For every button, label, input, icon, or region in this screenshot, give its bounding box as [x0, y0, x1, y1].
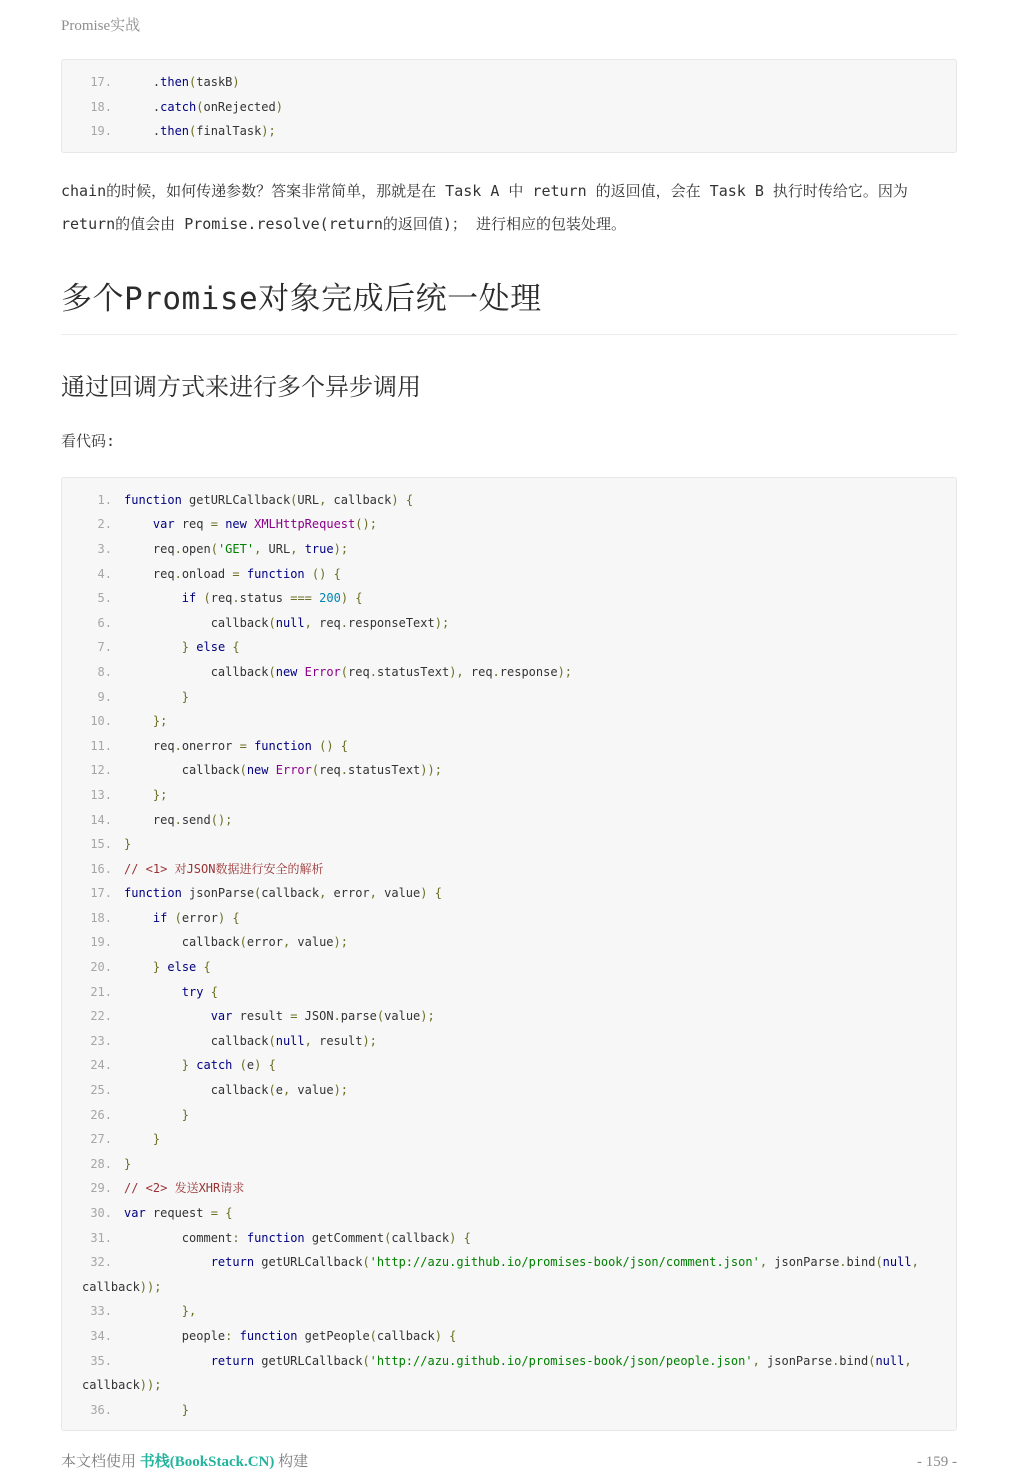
- line-number: 6.: [97, 615, 112, 630]
- code-line: 27. }: [82, 1127, 942, 1152]
- code-line: 19. callback(error, value);: [82, 930, 942, 955]
- code-line: 8. callback(new Error(req.statusText), req.response);: [82, 660, 942, 685]
- line-number: 22.: [90, 1009, 112, 1024]
- line-number: 30.: [90, 1206, 112, 1220]
- line-number: 4.: [97, 566, 112, 581]
- code-line: 3. req.open('GET', URL, true);: [82, 537, 942, 562]
- code-line: 11. req.onerror = function () {: [82, 734, 942, 759]
- line-number: 20.: [90, 960, 112, 975]
- code-line: 15. }: [82, 832, 942, 857]
- line-number: 17.: [90, 886, 112, 901]
- code-line: 19. .then(finalTask);: [82, 119, 942, 144]
- line-number: 5.: [97, 591, 112, 606]
- footer-suffix: 构建: [274, 1454, 309, 1471]
- code-line: 5. if (req.status === 200) {: [82, 586, 942, 611]
- code-line: 12. callback(new Error(req.statusText));: [82, 758, 942, 783]
- code-line: 36. }: [82, 1398, 942, 1423]
- line-number: 14.: [90, 812, 112, 827]
- bookstack-link[interactable]: 书栈(BookStack.CN): [139, 1454, 275, 1471]
- line-number: 23.: [90, 1033, 112, 1048]
- code-block-chain-snippet: [61, 59, 957, 153]
- code-line: 18. if (error) {: [82, 906, 942, 931]
- page-number: - 159 -: [917, 1454, 957, 1471]
- body-paragraph: chain的时候，如何传递参数？答案非常简单，那就是在 Task A 中 return 的返回值，会在 Task B 执行时传给它。因为return的值会由 Promise.resolve(return的返回值)； 进行相应的包装处理。: [61, 181, 908, 233]
- code-line: 33. },: [82, 1299, 942, 1324]
- section-heading-h1: 多个Promise对象完成后统一处理: [61, 273, 957, 335]
- line-number: 13.: [90, 787, 112, 802]
- code-line: 16. // <1> 对JSON数据进行安全的解析: [82, 857, 942, 882]
- line-number: 19.: [90, 124, 112, 139]
- page-header-title: Promise实战: [61, 18, 141, 34]
- line-number: 2.: [97, 517, 112, 532]
- line-number: 7.: [97, 640, 112, 655]
- code-line: 18. .catch(onRejected): [82, 95, 942, 120]
- footer-prefix: 本文档使用: [61, 1454, 140, 1471]
- line-number: 26.: [90, 1107, 112, 1122]
- code-line: 34. people: function getPeople(callback) {: [82, 1324, 942, 1349]
- line-number: 18.: [90, 99, 112, 114]
- line-number: 28.: [90, 1156, 112, 1171]
- code-line: 20. } else {: [82, 955, 942, 980]
- code-line: 7. } else {: [82, 635, 942, 660]
- code-line: 35. return getURLCallback('http://azu.github.io/promises-book/json/people.json', jsonParse.bind(null, callback));: [82, 1349, 942, 1398]
- code-line: 22. var result = JSON.parse(value);: [82, 1004, 942, 1029]
- code-line: 25. callback(e, value);: [82, 1078, 942, 1103]
- code-line: 24. } catch (e) {: [82, 1053, 942, 1078]
- line-number: 33.: [90, 1304, 112, 1319]
- code-line: 26. }: [82, 1103, 942, 1128]
- code-line: 6. callback(null, req.responseText);: [82, 611, 942, 636]
- line-number: 27.: [90, 1132, 112, 1147]
- code-line: 1. function getURLCallback(URL, callback) {: [82, 488, 942, 513]
- line-number: 3.: [97, 541, 112, 556]
- line-number: 19.: [90, 935, 112, 950]
- code-line: 13. };: [82, 783, 942, 808]
- page-footer: [61, 1450, 957, 1471]
- line-number: 15.: [90, 837, 112, 852]
- code-line: 30. var request = {: [82, 1201, 942, 1226]
- code-line: 29. // <2> 发送XHR请求: [82, 1176, 942, 1201]
- code-line: 31. comment: function getComment(callback) {: [82, 1226, 942, 1251]
- code-intro-label: 看代码:: [61, 431, 116, 450]
- line-number: 18.: [90, 910, 112, 925]
- code-line: 2. var req = new XMLHttpRequest();: [82, 512, 942, 537]
- code-line: 4. req.onload = function () {: [82, 562, 942, 587]
- code-line: 17. function jsonParse(callback, error, value) {: [82, 881, 942, 906]
- line-number: 16.: [90, 861, 112, 876]
- line-number: 24.: [90, 1058, 112, 1073]
- line-number: 32.: [90, 1255, 112, 1270]
- line-number: 31.: [90, 1230, 112, 1245]
- code-line: 23. callback(null, result);: [82, 1029, 942, 1054]
- line-number: 34.: [90, 1328, 112, 1343]
- code-line: 28. }: [82, 1152, 942, 1177]
- footer-build-note: [61, 1450, 308, 1471]
- line-number: 17.: [90, 75, 112, 89]
- code-line: 14. req.send();: [82, 808, 942, 833]
- code-line: 10. };: [82, 709, 942, 734]
- line-number: 10.: [90, 714, 112, 729]
- line-number: 8.: [97, 664, 112, 679]
- line-number: 21.: [90, 984, 112, 999]
- code-line: 32. return getURLCallback('http://azu.github.io/promises-book/json/comment.json', jsonParse.bind(null, callback));: [82, 1250, 942, 1299]
- line-number: 25.: [90, 1083, 112, 1098]
- code-block-callback-example: [61, 477, 957, 1432]
- code-line: 9. }: [82, 685, 942, 710]
- code-line: 21. try {: [82, 980, 942, 1005]
- section-heading-h2: 通过回调方式来进行多个异步调用: [61, 372, 421, 401]
- line-number: 9.: [97, 689, 112, 704]
- line-number: 29.: [90, 1181, 112, 1196]
- code-line: 17. .then(taskB): [82, 70, 942, 95]
- line-number: 35.: [90, 1353, 112, 1368]
- line-number: 11.: [90, 738, 112, 753]
- line-number: 1.: [97, 492, 112, 507]
- line-number: 36.: [90, 1402, 112, 1417]
- line-number: 12.: [90, 763, 112, 778]
